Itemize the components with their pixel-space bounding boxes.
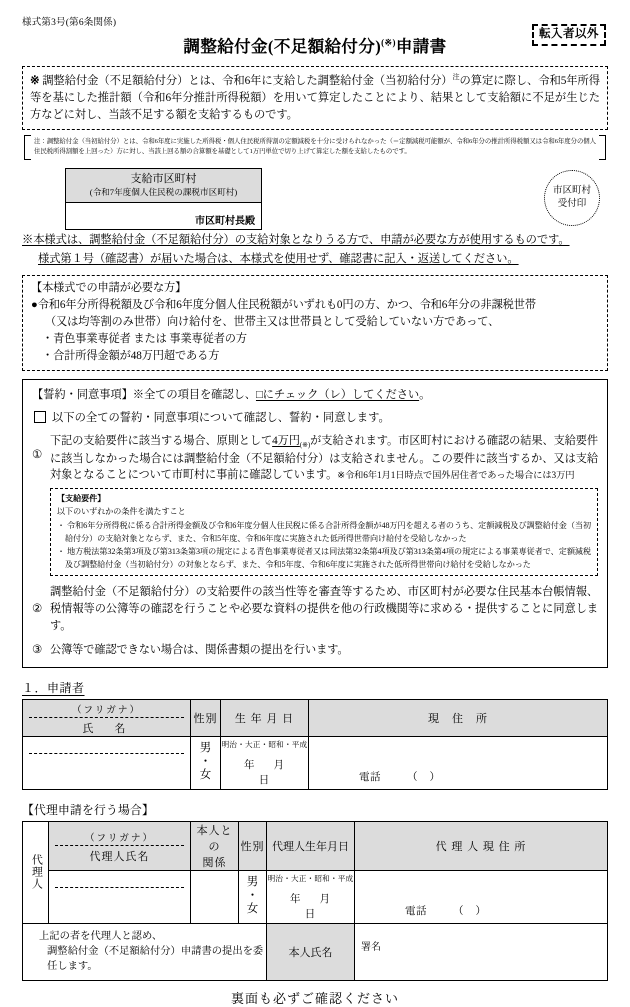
- proxy-sex-separator: ・: [246, 889, 259, 902]
- delegation-row: [23, 923, 608, 980]
- applicant-name-input-area[interactable]: [23, 737, 190, 789]
- proxy-input-row: [23, 870, 608, 923]
- proxy-relation-header-line1: 本人との: [196, 824, 233, 853]
- payment-requirements-intro: 以下のいずれかの条件を満たすこと: [57, 507, 186, 517]
- definition-note-part1: 調整給付金（不足額給付分）とは、令和6年に支給した調整給付金（当初給付分）: [39, 74, 453, 87]
- pledge-heading-underlined: □にチェック（レ）してください: [255, 388, 420, 401]
- proxy-dob-input[interactable]: [267, 870, 355, 923]
- proxy-name-header-cell: [49, 821, 191, 870]
- proxy-table: [22, 821, 608, 981]
- proxy-tel-paren-open: （: [453, 905, 476, 917]
- applicant-dob-day: 日: [258, 774, 271, 786]
- proxy-name-label: 代理人氏名: [89, 850, 150, 863]
- applicant-dob-era-options[interactable]: 明治・大正・昭和・平成: [221, 739, 308, 749]
- page-title-tail: 申請書: [395, 37, 447, 56]
- proxy-vertical-label: 代理人: [30, 854, 43, 891]
- proxy-vertical-label-cell: [23, 821, 49, 923]
- applicant-tel-line[interactable]: [359, 769, 441, 784]
- pledge-consent-box: [22, 379, 608, 668]
- form-number: 様式第3号(第6条関係): [22, 18, 117, 28]
- proxy-name-input-area[interactable]: [49, 871, 190, 923]
- back-side-notice: 裏面も必ずご確認ください: [230, 990, 399, 1006]
- applicant-section-label: １．申請者: [22, 680, 85, 695]
- applicant-tel-paren-close: ）: [429, 771, 441, 783]
- proxy-relation-input[interactable]: [191, 870, 239, 923]
- proxy-address-header: 代 理 人 現 住 所: [355, 821, 608, 870]
- applicant-name-label: 氏 名: [82, 722, 131, 735]
- proxy-address-input[interactable]: [355, 870, 608, 923]
- municipality-mayor-label: 市区町村長殿: [195, 216, 255, 228]
- municipality-header-line2: (令和7年度個人住民税の課税市区町村): [89, 186, 238, 197]
- applicant-dob-input[interactable]: [221, 736, 309, 789]
- applicant-address-input[interactable]: [309, 736, 608, 789]
- pledge-item-2-body: 調整給付金（不足額給付分）の支給要件の該当性等を審査等するため、市区町村が必要な住民基本台帳情報、税情報等の公簿等の確認を行うことや必要な資料の提供を他の行政機関等に求める・提供することに同意します。: [50, 585, 598, 632]
- receipt-stamp-line1: 市区町村: [552, 185, 591, 196]
- pledge-heading-rest: ※全ての項目を確認し、: [132, 388, 256, 401]
- proxy-address-input-area[interactable]: [355, 871, 607, 923]
- pledge-item-2: [32, 584, 598, 634]
- proxy-sex-input[interactable]: [239, 870, 267, 923]
- pledge-item-1-amount: 4万円: [272, 434, 300, 447]
- definition-note-part2: の算定に際し、令和5年所得等を基にした推計額（令和6年分推計所得税額）を用いて算定したことにより、結果として支給額に不足が生じた方などに対し、当該不足する額を支給するものです。: [30, 74, 600, 122]
- delegation-signature-cell[interactable]: [355, 923, 608, 980]
- proxy-tel-paren-close: ）: [475, 905, 487, 917]
- applicant-tel-paren-open: （: [407, 771, 430, 783]
- proxy-relation-header: [191, 821, 239, 870]
- proxy-sex-female[interactable]: 女: [246, 903, 259, 916]
- pledge-item-1-text-part1: 下記の支給要件に該当する場合、原則として: [50, 434, 273, 447]
- pledge-agree-checkbox[interactable]: [34, 411, 46, 423]
- title-row: [22, 28, 608, 62]
- eligibility-sub-2: ・合計所得金額が48万円超である方: [42, 349, 220, 362]
- receipt-stamp-line2: 受付印: [557, 198, 587, 209]
- applicant-address-input-area[interactable]: [309, 737, 607, 789]
- pledge-heading: [32, 386, 598, 402]
- pledge-item-1-amount-note-mark: (※): [299, 441, 311, 450]
- proxy-dob-ymd[interactable]: [267, 891, 354, 921]
- eligibility-bullet-1: ●令和6年分所得税額及び令和6年度分個人住民税額がいずれも0円の方、かつ、令和6年分の非課税世帯: [31, 298, 536, 311]
- usage-notice-1-text: ※本様式は、調整給付金（不足額給付分）の支給対象となりうる方で、申請が必要な方が使用するものです。: [22, 233, 570, 246]
- applicant-sex-separator: ・: [199, 755, 212, 768]
- applicant-dob-month: 月: [273, 759, 285, 771]
- proxy-dob-year: 年: [290, 893, 302, 905]
- applicant-dob-header: 生 年 月 日: [221, 699, 309, 736]
- page-title-superscript: (※): [381, 37, 396, 48]
- municipality-input-area[interactable]: [66, 203, 261, 229]
- definition-note-lead: ※: [30, 74, 40, 87]
- proxy-sex-male[interactable]: 男: [246, 876, 259, 889]
- applicant-dob-ymd[interactable]: [221, 757, 308, 787]
- pledge-item-2-marker: ②: [32, 602, 43, 615]
- proxy-name-input[interactable]: [49, 870, 191, 923]
- footnote-box: [22, 135, 608, 160]
- applicant-name-input[interactable]: [23, 736, 191, 789]
- applicant-name-header-cell: [23, 699, 191, 736]
- applicant-header-row: [23, 699, 608, 736]
- usage-notice-2: [22, 251, 608, 269]
- eligibility-sub-1: ・青色事業専従者 または 事業専従者の方: [42, 332, 247, 345]
- proxy-section-label: 【代理申請を行う場合】: [22, 802, 154, 817]
- application-form-page: [0, 14, 630, 1006]
- delegation-statement-line2: 調整給付金（不足額給付分）申請書の提出を委任します。: [47, 946, 264, 973]
- receipt-stamp-circle: [544, 170, 600, 226]
- eligibility-heading: 【本様式での申請が必要な方】: [31, 281, 187, 294]
- proxy-dob-header: 代理人生年月日: [267, 821, 355, 870]
- proxy-sex-header: 性別: [239, 821, 267, 870]
- payment-requirements-box: [50, 488, 598, 576]
- applicant-table: [22, 699, 608, 790]
- pledge-heading-end: 。: [419, 388, 431, 401]
- pledge-item-1: [32, 433, 598, 576]
- proxy-header-row: [23, 821, 608, 870]
- municipality-header-line1: 支給市区町村: [130, 172, 197, 185]
- proxy-relation-header-line2: 関係: [202, 856, 227, 869]
- applicant-tel-label: 電話: [359, 771, 381, 783]
- pledge-item-1-marker: ①: [32, 448, 43, 461]
- definition-note-box: [22, 66, 608, 130]
- delegation-signature-area[interactable]: [355, 935, 607, 969]
- delegation-statement: [23, 924, 266, 980]
- payment-requirements-heading: 【支給要件】: [57, 494, 106, 504]
- applicant-sex-male[interactable]: 男: [199, 742, 212, 755]
- pledge-item-3: [32, 642, 598, 659]
- definition-note-text: [30, 72, 600, 124]
- payment-requirements-item-2: ・ 地方税法第32条第3項及び第313条第3項の規定による青色事業専従者又は同法第32条第4項及び第313条第4項の規定による事業専従者で、定額減税及び調整給付金（当初給付分）の対象とならず、また、令和5年度、令和6年度に実施された低所得世帯向け給付を受給しなかった: [57, 546, 591, 569]
- municipality-header: [66, 169, 261, 203]
- applicant-sex-female[interactable]: 女: [199, 769, 212, 782]
- proxy-dob-era-options[interactable]: 明治・大正・昭和・平成: [267, 873, 354, 883]
- proxy-dob-month: 月: [319, 893, 331, 905]
- page-title: [22, 28, 608, 57]
- pledge-item-3-body: 公簿等で確認できない場合は、関係書類の提出を行います。: [50, 644, 349, 657]
- applicant-input-row: [23, 736, 608, 789]
- page-title-main: 調整給付金(不足額給付分): [183, 37, 382, 56]
- applicant-furigana-input-divider: [29, 753, 184, 754]
- payment-requirements-item-1: ・ 令和6年分所得税に係る合計所得金額及び令和6年度分個人住民税に係る合計所得金額が48万円を超える者のうち、定額減税及び調整給付金（当初給付分）の支給対象とならず、また、令和5年度、令和6年度に実施された低所得世帯向け給付を受給しなかった: [57, 520, 591, 543]
- pledge-heading-bold: 【誓約・同意事項】: [32, 388, 133, 401]
- eligibility-box: [22, 275, 608, 371]
- municipality-box: [65, 168, 262, 230]
- proxy-tel-label: 電話: [405, 905, 427, 917]
- pledge-agree-label: 以下の全ての誓約・同意事項について確認し、誓約・同意します。: [52, 411, 390, 424]
- proxy-dob-day: 日: [304, 908, 317, 920]
- pledge-item-1-text-tail: ※令和6年1月1日時点で国外居住者であった場合には3万円: [337, 471, 575, 482]
- usage-notice-1: [22, 232, 608, 250]
- usage-notice-2-text: 様式第１号（確認書）が届いた場合は、本様式を使用せず、確認書に記入・返送してください。: [38, 253, 519, 266]
- pledge-item-1-body: [50, 433, 598, 576]
- delegation-statement-line1: 上記の者を代理人と認め、: [39, 930, 163, 942]
- proxy-tel-line[interactable]: [405, 903, 487, 918]
- transfer-category-tag: 転入者以外: [532, 24, 606, 46]
- pledge-item-1-text-part2: が支給されます。市区町村における確認の結果、支給要件に該当しなかった場合には調整給付金（不足額給付分）は支給されません。この要件に該当するか、又は支給対象となることについて市町村に事前に確認しています。: [50, 434, 598, 482]
- proxy-furigana-input-divider: [55, 887, 184, 888]
- pledge-agree-row[interactable]: [32, 409, 598, 425]
- pledge-item-3-marker: ③: [32, 644, 43, 657]
- applicant-sex-header: 性別: [191, 699, 221, 736]
- definition-note-footnote-mark: 注: [452, 73, 460, 81]
- applicant-furigana-label: （フリガナ）: [71, 704, 142, 716]
- applicant-dob-year: 年: [244, 759, 256, 771]
- applicant-sex-input[interactable]: [191, 736, 221, 789]
- municipality-row: [22, 168, 608, 230]
- delegation-self-name-header: 本人氏名: [267, 923, 355, 980]
- eligibility-bullet-1-continued: （又は均等割のみ世帯）向け給付を、世帯主又は世帯員として受給していない方であって、: [45, 315, 500, 328]
- delegation-statement-cell: [23, 923, 267, 980]
- footnote-text: 注：調整給付金（当初給付分）とは、令和6年度に実施した所得税・個人住民税所得割の定額減税を十分に受けられなかった（＝定額減税可能額が、令和6年分の推計所得税額又は令和6年度分の個人住民税所得割額を上回った）方に対し、当該上回る額の合算額を基礎として1万円単位で切り上げて算定した額を支給したものです。: [34, 138, 596, 156]
- delegation-signature-label: 署名: [361, 941, 381, 953]
- applicant-address-header: 現 住 所: [309, 699, 608, 736]
- proxy-furigana-label: （フリガナ）: [84, 832, 155, 844]
